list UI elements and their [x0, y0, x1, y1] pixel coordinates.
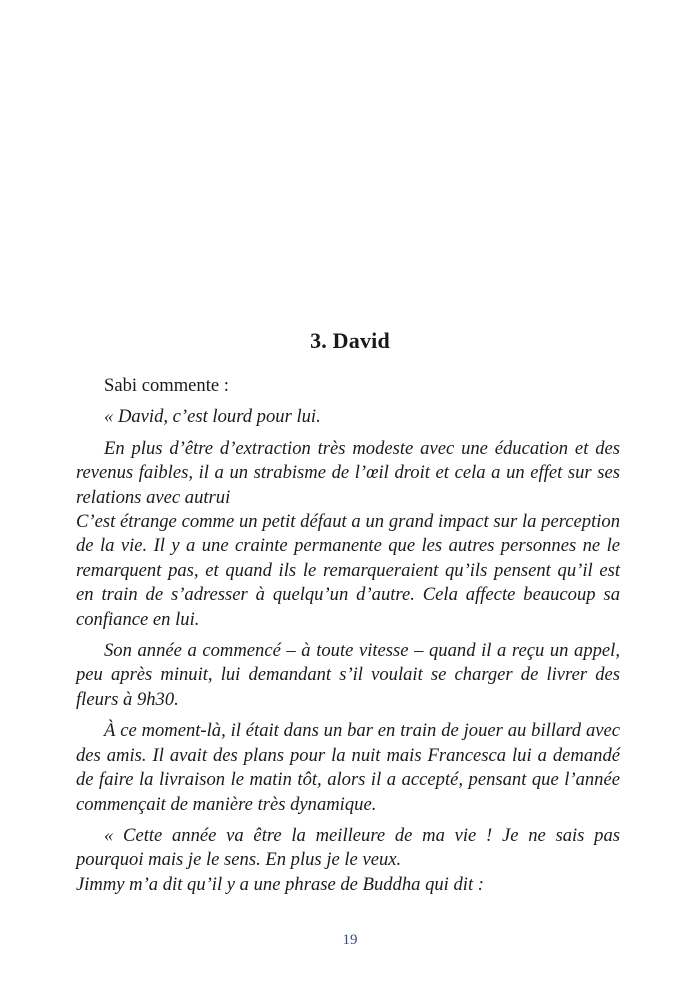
- paragraph-best-year: « Cette année va être la meilleure de ma vie ! Je ne sais pas pourquoi mais je le sens. En plus je le veux.: [76, 824, 620, 871]
- paragraph-perception: C’est étrange comme un petit défaut a un grand impact sur la perception de la vie. Il y a une crainte permanente que les autres personnes ne le remarquent pas, et quand ils le remarqueraient qu’ils pensent qu’il est en train de s’adresser à quelqu’un d’autre. Cela affecte beaucoup sa confiance en lui.: [76, 511, 620, 630]
- chapter-title: 3. David: [310, 328, 390, 353]
- chapter-body: [76, 374, 620, 897]
- paragraph-phone-call: Son année a commencé – à toute vitesse – quand il a reçu un appel, peu après minuit, lui demandant s’il voulait se charger de livrer des fleurs à 9h30.: [76, 640, 620, 710]
- paragraph-background: En plus d’être d’extraction très modeste avec une éducation et des revenus faibles, il a un strabisme de l’œil droit et cela a un effet sur ses relations avec autrui: [76, 437, 620, 508]
- paragraph-bar: À ce moment-là, il était dans un bar en train de jouer au billard avec des amis. Il avait des plans pour la nuit mais Francesca lui a demandé de faire la livraison le matin tôt, alors il a accepté, pensant que l’année commençait de manière très dynamique.: [76, 720, 620, 815]
- paragraph-buddha: Jimmy m’a dit qu’il y a une phrase de Buddha qui dit :: [76, 873, 484, 895]
- paragraph-intro: Sabi commente :: [104, 375, 229, 396]
- paragraph-quote-open: « David, c’est lourd pour lui.: [104, 406, 321, 428]
- page-number: 19: [342, 932, 358, 948]
